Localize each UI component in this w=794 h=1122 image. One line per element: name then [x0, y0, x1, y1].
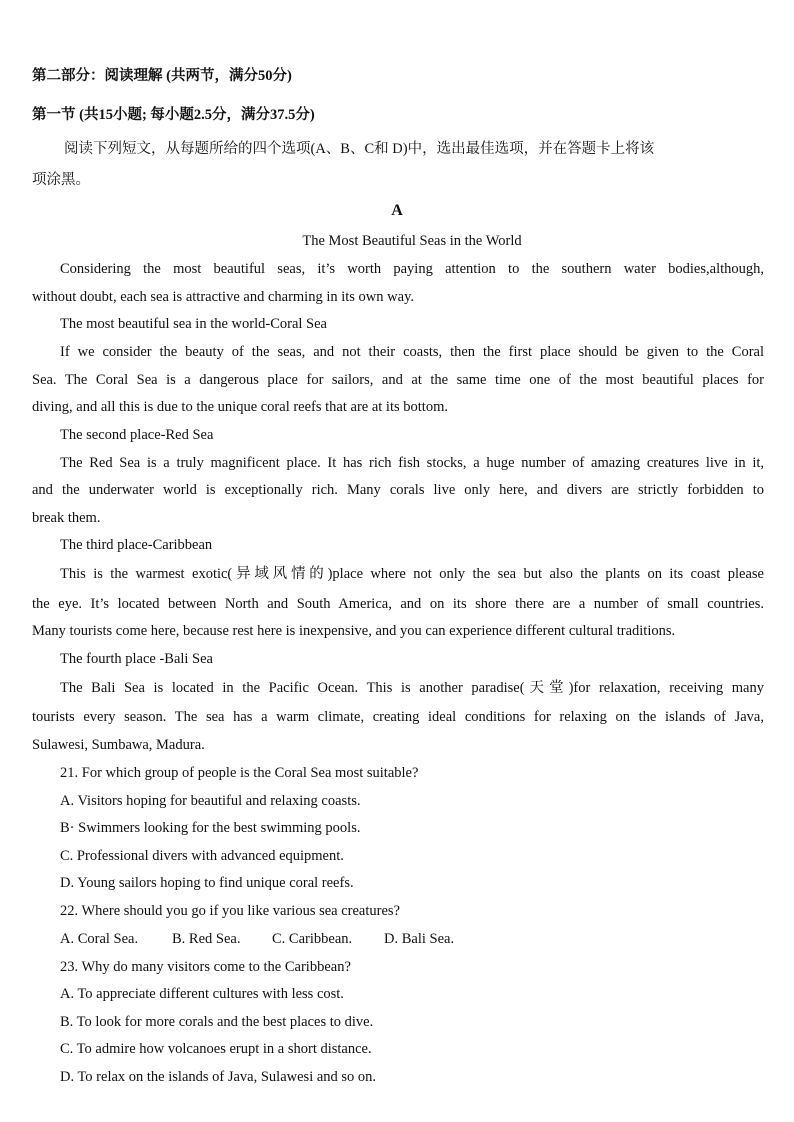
p2-line-1: The Red Sea is a truly magnificent place. It has rich fish stocks, a huge number of amazing creatures live in it,	[60, 455, 764, 471]
passage-title: The Most Beautiful Seas in the World	[302, 233, 522, 249]
p4-line-3: Sulawesi, Sumbawa, Madura.	[32, 737, 205, 753]
heading-bali-sea: The fourth place -Bali Sea	[60, 651, 213, 667]
p4-line-2: tourists every season. The sea has a warm climate, creating ideal conditions for relaxing on the islands of Java,	[32, 709, 764, 725]
instruction-line-1: 阅读下列短文，从每题所给的四个选项(A、B、C和 D)中，选出最佳选项，并在答题卡上将该	[64, 141, 655, 157]
p2-line-2: and the underwater world is exceptionally rich. Many corals live only here, and divers are strictly forbidden to	[32, 482, 764, 498]
question-22-option-c: C. Caribbean.	[272, 931, 353, 947]
question-21-option-a: A. Visitors hoping for beautiful and relaxing coasts.	[60, 793, 361, 809]
p1-line-1: If we consider the beauty of the seas, and not their coasts, then the first place should be given to the Coral	[60, 344, 764, 360]
p2-line-3: break them.	[32, 510, 101, 526]
question-22-option-d: D. Bali Sea.	[384, 931, 455, 947]
question-23-option-c: C. To admire how volcanoes erupt in a short distance.	[60, 1041, 372, 1057]
question-23-option-a: A. To appreciate different cultures with less cost.	[60, 986, 344, 1002]
question-23: 23. Why do many visitors come to the Caribbean?	[60, 959, 351, 975]
question-21-option-b: B· Swimmers looking for the best swimming pools.	[60, 820, 361, 836]
question-22-option-b: B. Red Sea.	[172, 931, 241, 947]
instruction-line-2: 项涂黑。	[32, 172, 90, 188]
part-title: 第二部分：阅读理解 (共两节，满分50分)	[32, 68, 292, 84]
p1-line-2: Sea. The Coral Sea is a dangerous place for sailors, and at the same time one of the most beautiful places for	[32, 372, 764, 388]
question-23-option-d: D. To relax on the islands of Java, Sulawesi and so on.	[60, 1069, 377, 1085]
question-23-option-b: B. To look for more corals and the best places to dive.	[60, 1014, 374, 1030]
p1-line-3: diving, and all this is due to the unique coral reefs that are at its bottom.	[32, 399, 448, 415]
p3-line-3: Many tourists come here, because rest here is inexpensive, and you can experience different cultural traditions.	[32, 623, 676, 639]
heading-caribbean: The third place-Caribbean	[60, 537, 213, 553]
question-22-option-a: A. Coral Sea.	[60, 931, 139, 947]
passage-letter: A	[391, 202, 403, 219]
section-title: 第一节 (共15小题; 每小题2.5分，满分37.5分)	[32, 107, 315, 123]
question-21-option-d: D. Young sailors hoping to find unique coral reefs.	[60, 875, 354, 891]
p3-line-1: This is the warmest exotic(异域风情的)place where not only the sea but also the plants on its coast please	[60, 566, 764, 582]
intro-line-1: Considering the most beautiful seas, it’s worth paying attention to the southern water bodies,although,	[60, 261, 764, 277]
heading-red-sea: The second place-Red Sea	[60, 427, 214, 443]
question-22: 22. Where should you go if you like various sea creatures?	[60, 903, 400, 919]
question-21: 21. For which group of people is the Coral Sea most suitable?	[60, 765, 419, 781]
heading-coral-sea: The most beautiful sea in the world-Coral Sea	[60, 316, 327, 332]
p3-line-2: the eye. It’s located between North and South America, and on its shore there are a number of small countries.	[32, 596, 764, 612]
intro-line-2: without doubt, each sea is attractive and charming in its own way.	[32, 289, 414, 305]
question-21-option-c: C. Professional divers with advanced equipment.	[60, 848, 344, 864]
p4-line-1: The Bali Sea is located in the Pacific Ocean. This is another paradise(天堂)for relaxation, receiving many	[60, 680, 764, 696]
